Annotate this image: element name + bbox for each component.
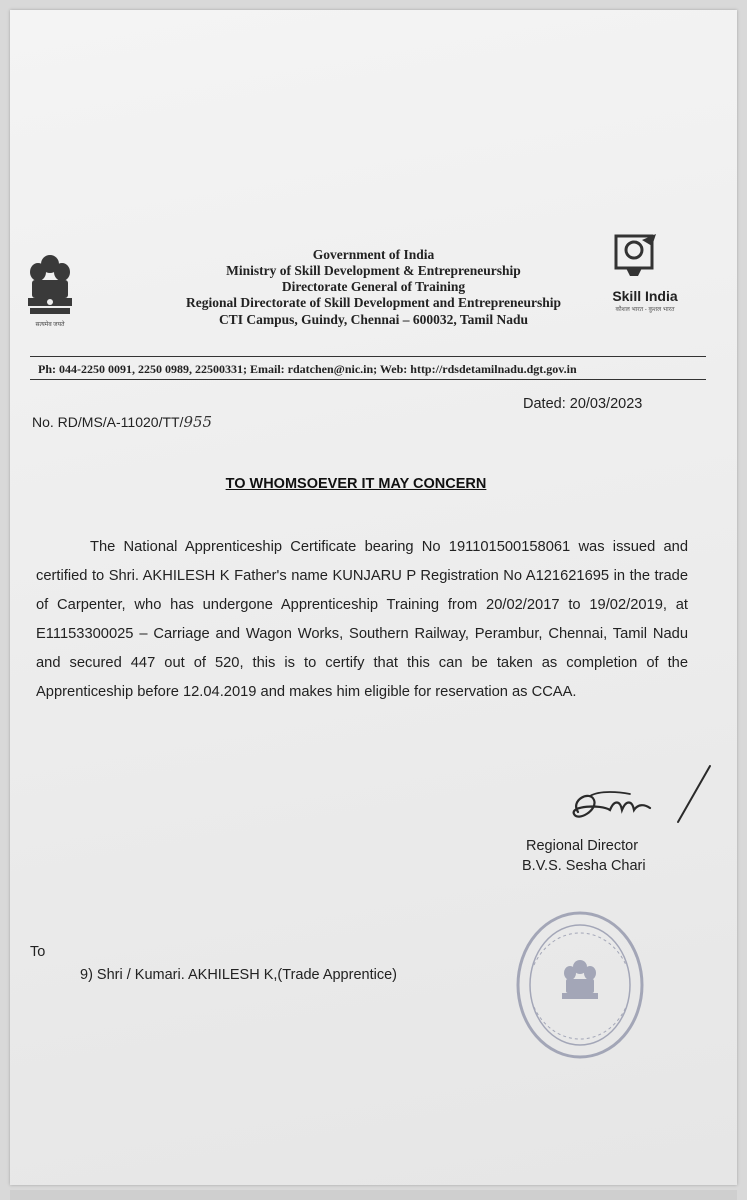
header-line-3: Directorate General of Training bbox=[281, 279, 466, 294]
header-line-1: Government of India bbox=[312, 247, 435, 262]
contact-strip: Ph: 044-2250 0091, 2250 0989, 22500331; Email: rdatchen@nic.in; Web: http://rdsdetamilnadu.dgt.gov.in bbox=[30, 356, 706, 380]
header-line-5: CTI Campus, Guindy, Chennai – 600032, Tamil Nadu bbox=[218, 312, 529, 327]
header-line-2: Ministry of Skill Development & Entrepreneurship bbox=[226, 263, 521, 278]
recipient-line: 9) Shri / Kumari. AKHILESH K,(Trade Apprentice) bbox=[80, 967, 397, 983]
reference-handwritten: 955 bbox=[183, 413, 213, 431]
skill-india-label: Skill India bbox=[612, 288, 678, 304]
dated-line: Dated: 20/03/2023 bbox=[523, 396, 643, 412]
body-paragraph: The National Apprenticeship Certificate bearing No 191101500158061 was issued and certified to Shri. AKHILESH K Father's name KUNJARU P Registration No A121621695 in the trade of Carpenter, who has undergone Apprenticeship Training from 20/02/2017 to 19/02/2019, at E11153300025 – Carriage and Wagon Works, Southern Railway, Perambur, Chennai, Tamil Nadu and secured 447 out of 520, this is to certify that this can be taken as completion of the Apprenticeship before 12.04.2019 and makes him eligible for reservation as CCAA. bbox=[36, 539, 688, 700]
page-bottom-strip bbox=[10, 1190, 737, 1200]
skill-india-logo bbox=[612, 232, 660, 280]
reference-number bbox=[32, 413, 212, 431]
official-seal-stamp bbox=[510, 905, 650, 1065]
subject-heading: TO WHOMSOEVER IT MAY CONCERN bbox=[225, 476, 487, 492]
header-line-4: Regional Directorate of Skill Development and Entrepreneurship bbox=[186, 295, 561, 310]
signature-icon bbox=[560, 760, 720, 840]
signatory-title: Regional Director bbox=[526, 838, 639, 854]
skill-india-tagline: कौशल भारत - कुशल भारत bbox=[615, 307, 675, 313]
certificate-body bbox=[36, 533, 688, 707]
emblem-motto: सत्यमेव जयते bbox=[35, 322, 65, 328]
to-label: To bbox=[30, 944, 46, 960]
reference-printed: No. RD/MS/A-11020/TT/ bbox=[32, 414, 184, 430]
signatory-name: B.V.S. Sesha Chari bbox=[522, 858, 646, 874]
